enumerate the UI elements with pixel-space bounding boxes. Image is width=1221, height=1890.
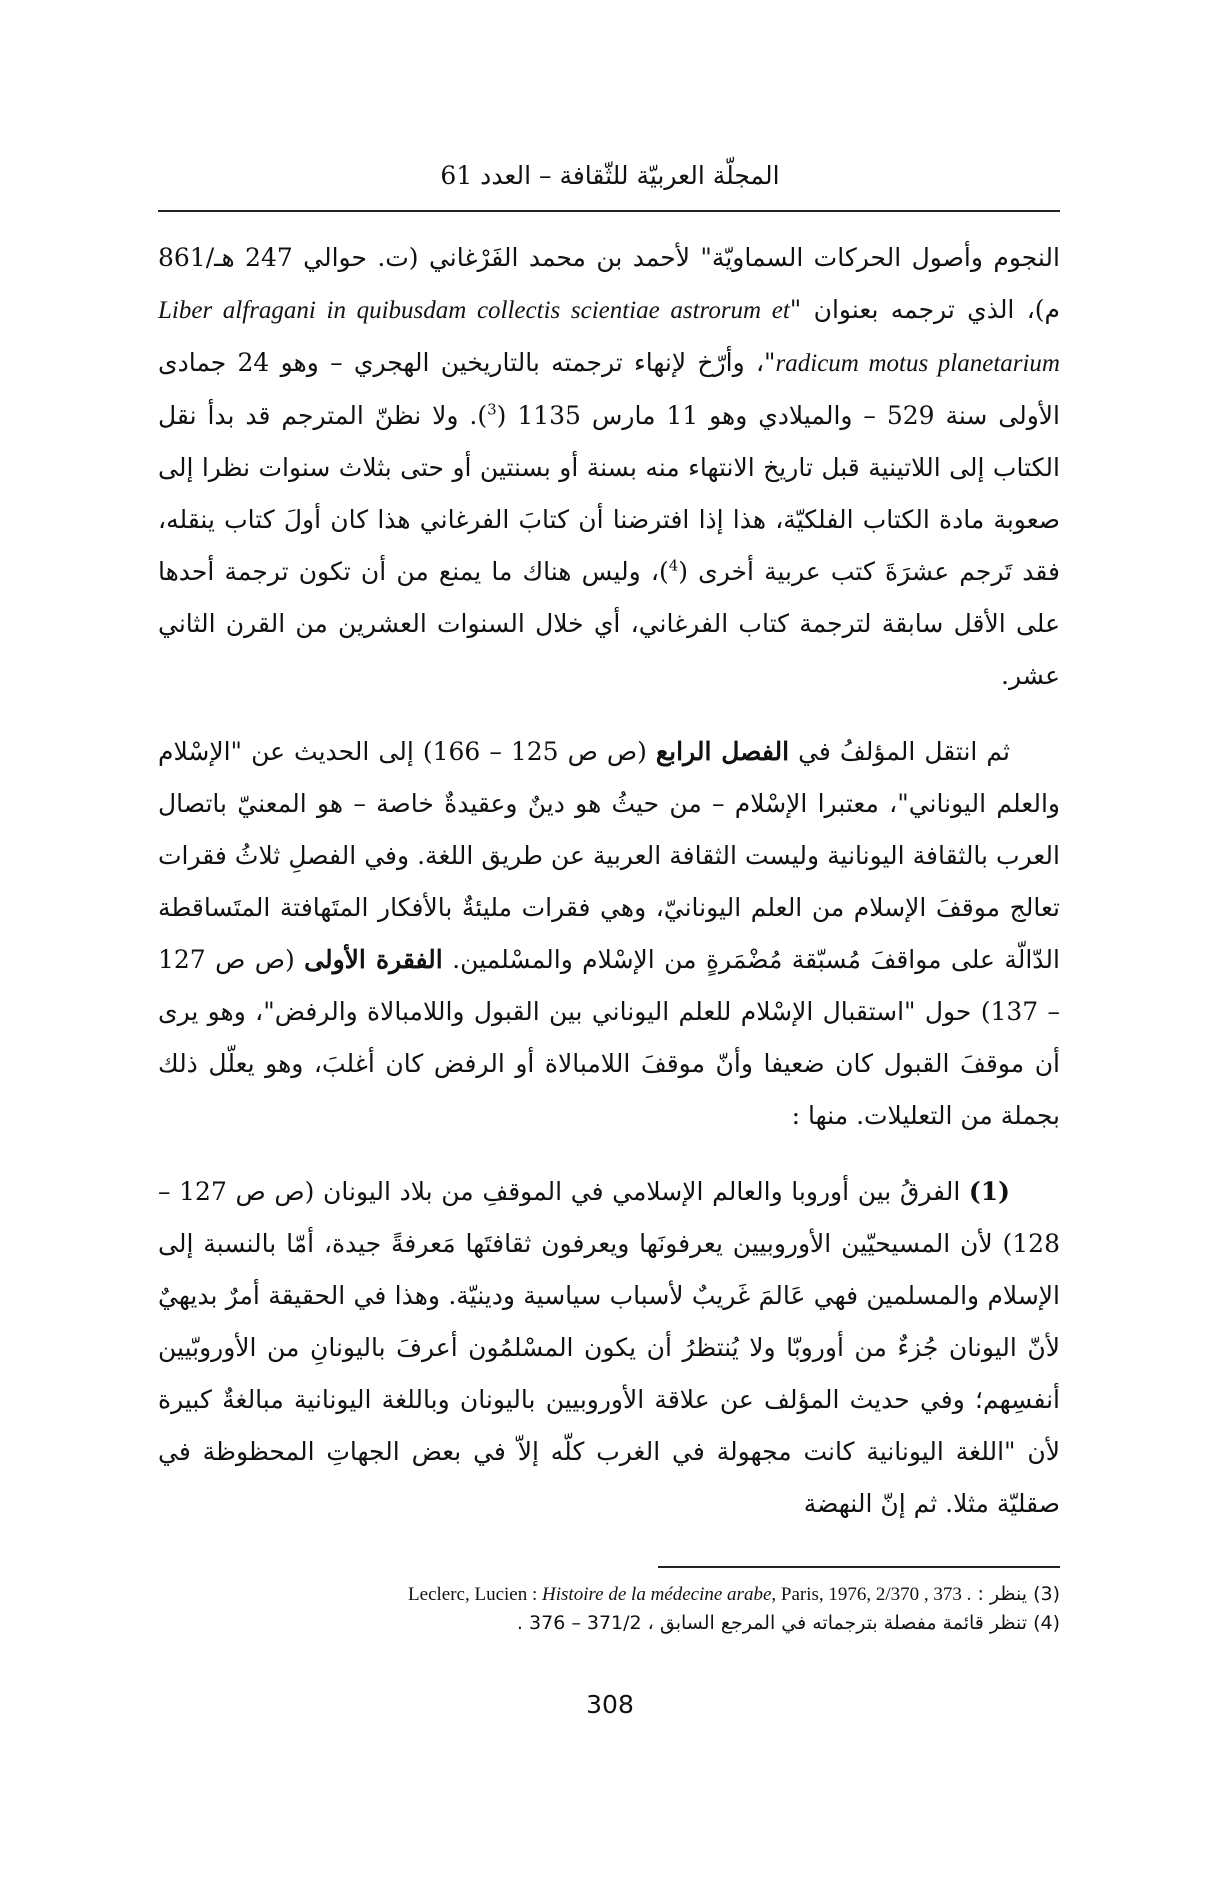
- footnote-4: [158, 1609, 1060, 1637]
- footnote-3-author: Leclerc, Lucien :: [408, 1584, 538, 1605]
- header-rule: [158, 210, 1060, 212]
- footnote-3: [158, 1580, 1060, 1609]
- chapter-four-heading: الفصل الرابع: [655, 737, 790, 766]
- footnote-ref-3[interactable]: 3: [487, 400, 497, 419]
- paragraph-1-part-3: ). ولا نظنّ المترجم قد بدأ نقل الكتاب إلى اللاتينية قبل تاريخ الانتهاء منه بسنة أو بسنتين أو حتى بثلاث سنوات نظرا إلى صعوبة مادة الكتاب الفلكيّة، هذا إذا افترضنا أن كتابَ الفرغاني هذا كان أولَ كتاب ينقله، فقد تَرجم عشرَةَ كتب عربية أخرى (: [158, 401, 1061, 586]
- footnote-rule: [658, 1566, 1060, 1568]
- paragraph-3: [158, 1166, 1060, 1530]
- footnote-3-title: Histoire de la médecine arabe: [542, 1584, 772, 1605]
- paragraph-1-part-2: "، وأرّخ لإنهاء ترجمته بالتاريخين الهجري – وهو 24 جمادى الأولى سنة 529 – والميلادي وهو 11 مارس 1135 (: [158, 348, 1060, 430]
- paragraph-1-part-1: النجوم وأصول الحركات السماويّة" لأحمد بن محمد الفَرْغاني (ت. حوالي 247 هـ/861 م)، الذي ترجمه بعنوان ": [158, 243, 1061, 324]
- paragraph-1: [158, 232, 1060, 702]
- footnote-3-marker: (3): [1033, 1583, 1060, 1605]
- footnote-4-marker: (4): [1033, 1612, 1060, 1634]
- latin-book-title: Liber alfragani in quibusdam collectis scientiae astrorum et radicum motus planetarium: [158, 297, 1060, 377]
- paragraph-2-part-2: (ص ص 125 – 166) إلى الحديث عن "الإسْلام والعلم اليوناني"، معتبرا الإسْلام – من حيثُ هو دينٌ وعقيدةٌ خاصة – هو المعنيّ باتصال العرب بالثقافة اليونانية وليست الثقافة العربية عن طريق اللغة. وفي الفصلِ ثلاثُ فقرات تعالج موقفَ الإسلام من العلم اليونانيّ، وهي فقرات مليئةٌ بالأفكار المتَهافتة المتَساقطة الدّالّة على مواقفَ مُسبّقة مُضْمَرةٍ من الإسْلام والمسْلمين.: [158, 737, 1060, 974]
- footnote-3-rest: , Paris, 1976, 2/370 , 373 .: [771, 1584, 972, 1605]
- footnote-ref-4[interactable]: 4: [668, 556, 679, 575]
- paragraph-2-part-3: (ص ص 127 – 137) حول "استقبال الإسْلام للعلم اليوناني بين القبول واللامبالاة والرفض"، وهو يرى أن موقفَ القبول كان ضعيفا وأنّ موقفَ اللامبالاة أو الرفض كان أغلبَ، وهو يعلّل ذلك بجملة من التعليلات. منها :: [158, 945, 1060, 1130]
- paragraph-3-part-1: الفرقُ بين أوروبا والعالم الإسلامي في الموقفِ من بلاد اليونان (ص ص 127 – 128) لأن المسيحيّين الأوروبيين يعرفونَها ويعرفون ثقافتَها مَعرفةً جيدة، أمّا بالنسبة إلى الإسلام والمسلمين فهي عَالمَ غَريبٌ لأسباب سياسية ودينيّة. وهذا في الحقيقة أمرٌ بديهيٌ لأنّ اليونان جُزءٌ من أوروبّا ولا يُنتظرُ أن يكون المسْلمُون أعرفَ باليونانِ من الأوروبّيين أنفسِهم؛ وفي حديث المؤلف عن علاقة الأوروبيين باليونان وباللغة اليونانية مبالغةٌ كبيرة لأن "اللغة اليونانية كانت مجهولة في الغرب كلّه إلاّ في بعض الجهاتِ المحظوظة في صقليّة مثلا. ثم إنّ النهضة: [158, 1177, 1060, 1518]
- paragraph-2-part-1: ثم انتقل المؤلفُ في: [789, 737, 1010, 766]
- paragraph-1-part-4: )، وليس هناك ما يمنع من أن تكون ترجمة أحدها على الأقل سابقة لترجمة كتاب الفرغاني، أي خلال السنوات العشرين من القرن الثاني عشر.: [158, 557, 1060, 690]
- paragraph-2: [158, 726, 1060, 1142]
- footnote-3-prefix: ينظر :: [977, 1583, 1028, 1605]
- list-marker-1: (1): [968, 1177, 1011, 1206]
- page-number: 308: [586, 1690, 634, 1719]
- running-header: المجلّة العربيّة للثّقافة – العدد 61: [440, 161, 780, 190]
- body-text: [158, 232, 1060, 1530]
- footnotes: [158, 1580, 1060, 1637]
- first-section-heading: الفقرة الأولى: [304, 945, 443, 974]
- footnote-4-text: تنظر قائمة مفصلة بترجماته في المرجع السابق ، 371/2 – 376 .: [516, 1612, 1028, 1634]
- footnote-3-citation: [408, 1584, 971, 1605]
